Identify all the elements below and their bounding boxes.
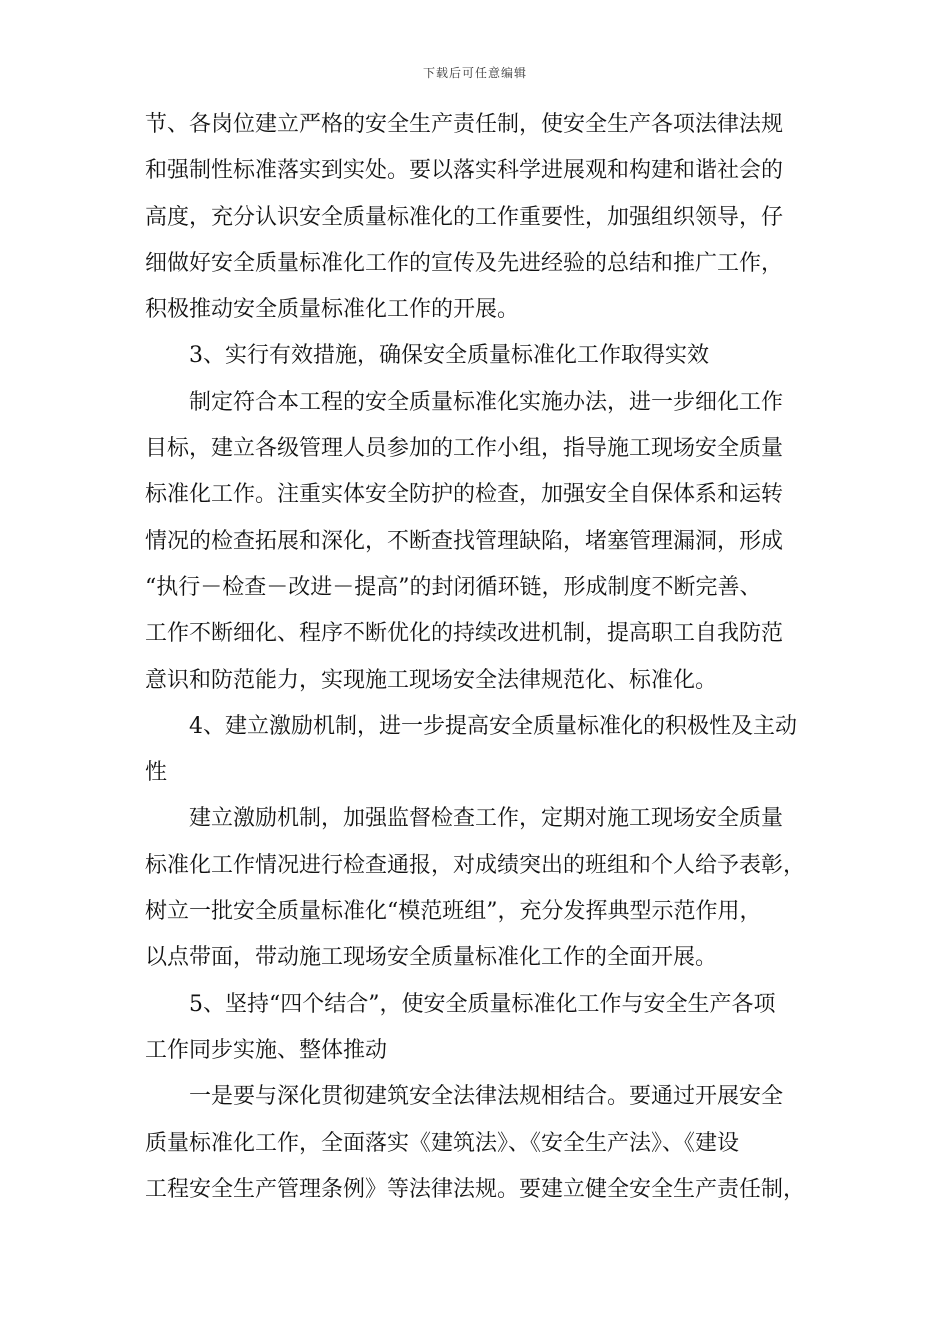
- text-line: “执行－检查－改进－提高”的封闭循环链，形成制度不断完善、: [145, 574, 762, 600]
- text-line: 建立激励机制，加强监督检查工作，定期对施工现场安全质量: [189, 806, 784, 832]
- text-line: 3、实行有效措施，确保安全质量标准化工作取得实效: [189, 343, 709, 369]
- text-line: 意识和防范能力，实现施工现场安全法律规范化、标准化。: [145, 667, 718, 693]
- text-line: 工作同步实施、整体推动: [145, 1037, 388, 1063]
- text-line: 节、各岗位建立严格的安全生产责任制，使安全生产各项法律法规: [145, 112, 784, 137]
- text-line: 积极推动安全质量标准化工作的开展。: [145, 297, 520, 323]
- text-line: 情况的检查拓展和深化，不断查找管理缺陷，堵塞管理漏洞，形成: [145, 528, 784, 554]
- text-line: 质量标准化工作，全面落实《建筑法》、《安全生产法》、《建设: [145, 1130, 740, 1156]
- text-line: 目标，建立各级管理人员参加的工作小组，指导施工现场安全质量: [145, 436, 784, 462]
- text-line: 树立一批安全质量标准化“模范班组”，充分发挥典型示范作用，: [145, 899, 762, 925]
- text-line: 一是要与深化贯彻建筑安全法律法规相结合。要通过开展安全: [189, 1084, 784, 1110]
- text-line: 5、坚持“四个结合”，使安全质量标准化工作与安全生产各项: [189, 991, 776, 1017]
- text-line: 细做好安全质量标准化工作的宣传及先进经验的总结和推广工作，: [145, 250, 784, 276]
- text-line: 工程安全生产管理条例》等法律法规。要建立健全安全生产责任制，: [145, 1176, 806, 1202]
- text-line: 制定符合本工程的安全质量标准化实施办法，进一步细化工作: [189, 389, 784, 415]
- text-line: 以点带面，带动施工现场安全质量标准化工作的全面开展。: [145, 945, 718, 971]
- text-line: 标准化工作。注重实体安全防护的检查，加强安全自保体系和运转: [145, 482, 784, 508]
- text-line: 和强制性标准落实到实处。要以落实科学进展观和构建和谐社会的: [145, 158, 784, 184]
- text-line: 工作不断细化、程序不断优化的持续改进机制，提高职工自我防范: [145, 621, 784, 647]
- text-line: 4、建立激励机制，进一步提高安全质量标准化的积极性及主动: [189, 713, 797, 739]
- text-line: 标准化工作情况进行检查通报，对成绩突出的班组和个人给予表彰，: [145, 852, 806, 878]
- page-header: 下载后可任意编辑: [422, 66, 527, 80]
- text-line: 性: [145, 760, 168, 786]
- document-body: [145, 102, 810, 1213]
- text-line: 高度，充分认识安全质量标准化的工作重要性，加强组织领导，仔: [145, 204, 784, 230]
